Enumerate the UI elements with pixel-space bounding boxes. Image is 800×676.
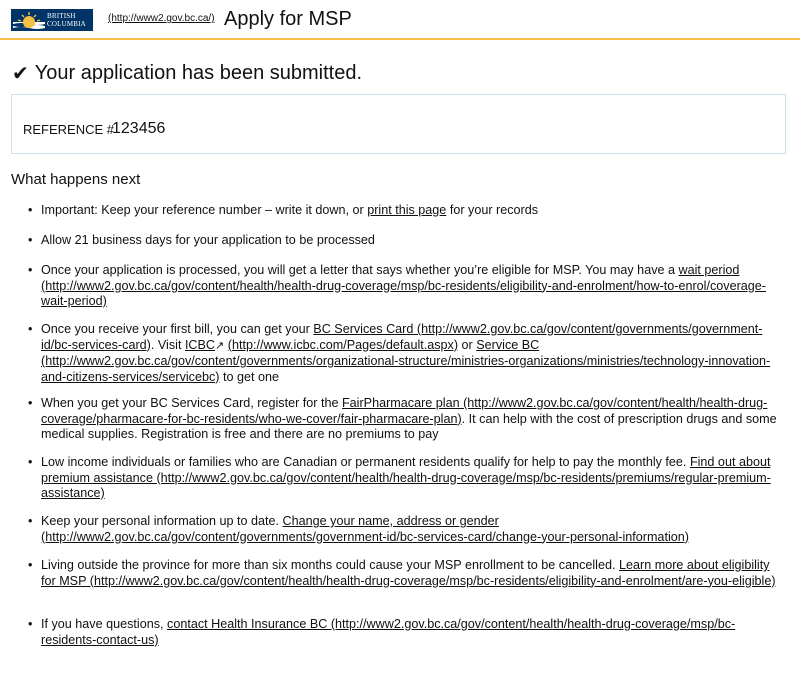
- wait-period-link[interactable]: wait period (http://www2.gov.bc.ca/gov/content/health/health-drug-coverage/msp/bc-residents/eligibility-and-enrolment/how-to-enrol/coverage-wait-period): [41, 263, 766, 308]
- reference-box: [11, 94, 786, 154]
- list-item: • Once you receive your first bill, you can get your BC Services Card (http://www2.gov.bc.ca/gov/content/governments/government-id/bc-services-card). Visit ICBC↗ (http://www.icbc.com/Pages/default.aspx) or Service BC (http://www2.gov.bc.ca/gov/content/governments/organizational-structure/ministries-organizations/ministries/technology-innovation-and-citizens-services/servicebc) to get one: [25, 322, 785, 385]
- eligibility-link[interactable]: Learn more about eligibility for MSP (http://www2.gov.bc.ca/gov/content/health/health-drug-coverage/msp/bc-residents/eligibility-and-enrolment/are-you-eligible): [41, 558, 776, 588]
- bc-logo[interactable]: [11, 9, 93, 31]
- success-text: Your application has been submitted.: [34, 62, 363, 84]
- list-item: • If you have questions, contact Health Insurance BC (http://www2.gov.bc.ca/gov/content/health/health-drug-coverage/msp/bc-residents-contact-us): [25, 617, 785, 648]
- list-item: • Once your application is processed, you will get a letter that says whether you’re eligible for MSP. You may have a wait period (http://www2.gov.bc.ca/gov/content/health/health-drug-coverage/msp/bc-residents/eligibility-and-enrolment/how-to-enrol/coverage-wait-period): [25, 263, 785, 310]
- external-link-icon: ↗: [215, 339, 225, 352]
- service-bc-link[interactable]: Service BC (http://www2.gov.bc.ca/gov/content/governments/organizational-structure/ministries-organizations/ministries/technology-innovation-and-citizens-services/servicebc): [41, 337, 771, 384]
- contact-hibc-link[interactable]: contact Health Insurance BC (http://www2.gov.bc.ca/gov/content/health/health-drug-coverage/msp/bc-residents-contact-us): [41, 617, 736, 647]
- icbc-link[interactable]: ICBC: [184, 337, 216, 352]
- list-item: • When you get your BC Services Card, register for the FairPharmacare plan (http://www2.gov.bc.ca/gov/content/health/health-drug-coverage/pharmacare-for-bc-residents/who-we-cover/fair-pharmacare-plan). It can help with the cost of prescription drugs and some medical supplies. Registration is free and there are no premiums to pay: [25, 396, 785, 443]
- reference-number: 123456: [112, 120, 166, 137]
- header: [0, 0, 800, 40]
- next-steps-heading: What happens next: [11, 171, 141, 188]
- logo-line2: COLUMBIA: [47, 20, 86, 28]
- page-title: Apply for MSP: [224, 8, 352, 30]
- checkmark-icon: ✔: [12, 63, 29, 85]
- list-item: • Keep your personal information up to date. Change your name, address or gender (http://www2.gov.bc.ca/gov/content/governments/government-id/bc-services-card/change-your-personal-information): [25, 514, 785, 545]
- change-info-link[interactable]: Change your name, address or gender (http://www2.gov.bc.ca/gov/content/governments/government-id/bc-services-card/change-your-personal-information): [41, 514, 689, 544]
- logo-line1: BRITISH: [47, 12, 76, 20]
- fair-pharmacare-link[interactable]: FairPharmacare plan (http://www2.gov.bc.ca/gov/content/health/health-drug-coverage/pharmacare-for-bc-residents/who-we-cover/fair-pharmacare-plan): [41, 396, 768, 426]
- reference-label: REFERENCE #: [23, 122, 115, 137]
- bc-services-card-link[interactable]: BC Services Card (http://www2.gov.bc.ca/gov/content/governments/government-id/bc-services-card): [41, 322, 763, 352]
- icbc-url-link[interactable]: (http://www.icbc.com/Pages/default.aspx): [227, 337, 459, 352]
- premium-assistance-link[interactable]: Find out about premium assistance (http://www2.gov.bc.ca/gov/content/health/health-drug-coverage/msp/bc-residents/premiums/regular-premium-assistance): [41, 455, 771, 500]
- list-item: • Allow 21 business days for your application to be processed: [25, 233, 785, 249]
- list-item: • Low income individuals or families who are Canadian or permanent residents qualify for help to pay the monthly fee. Find out about premium assistance (http://www2.gov.bc.ca/gov/content/health/health-drug-coverage/msp/bc-residents/premiums/regular-premium-assistance): [25, 455, 785, 502]
- success-message: [12, 61, 362, 86]
- list-item: • Living outside the province for more than six months could cause your MSP enrollment to be cancelled. Learn more about eligibility for MSP (http://www2.gov.bc.ca/gov/content/health/health-drug-coverage/msp/bc-residents/eligibility-and-enrolment/are-you-eligible): [25, 558, 785, 589]
- list-item: • Important: Keep your reference number – write it down, or print this page for your records: [25, 203, 785, 219]
- home-link[interactable]: (http://www2.gov.bc.ca/): [108, 13, 215, 24]
- print-page-link[interactable]: print this page: [367, 203, 447, 217]
- logo-text: [47, 12, 86, 28]
- sun-icon: [13, 10, 45, 30]
